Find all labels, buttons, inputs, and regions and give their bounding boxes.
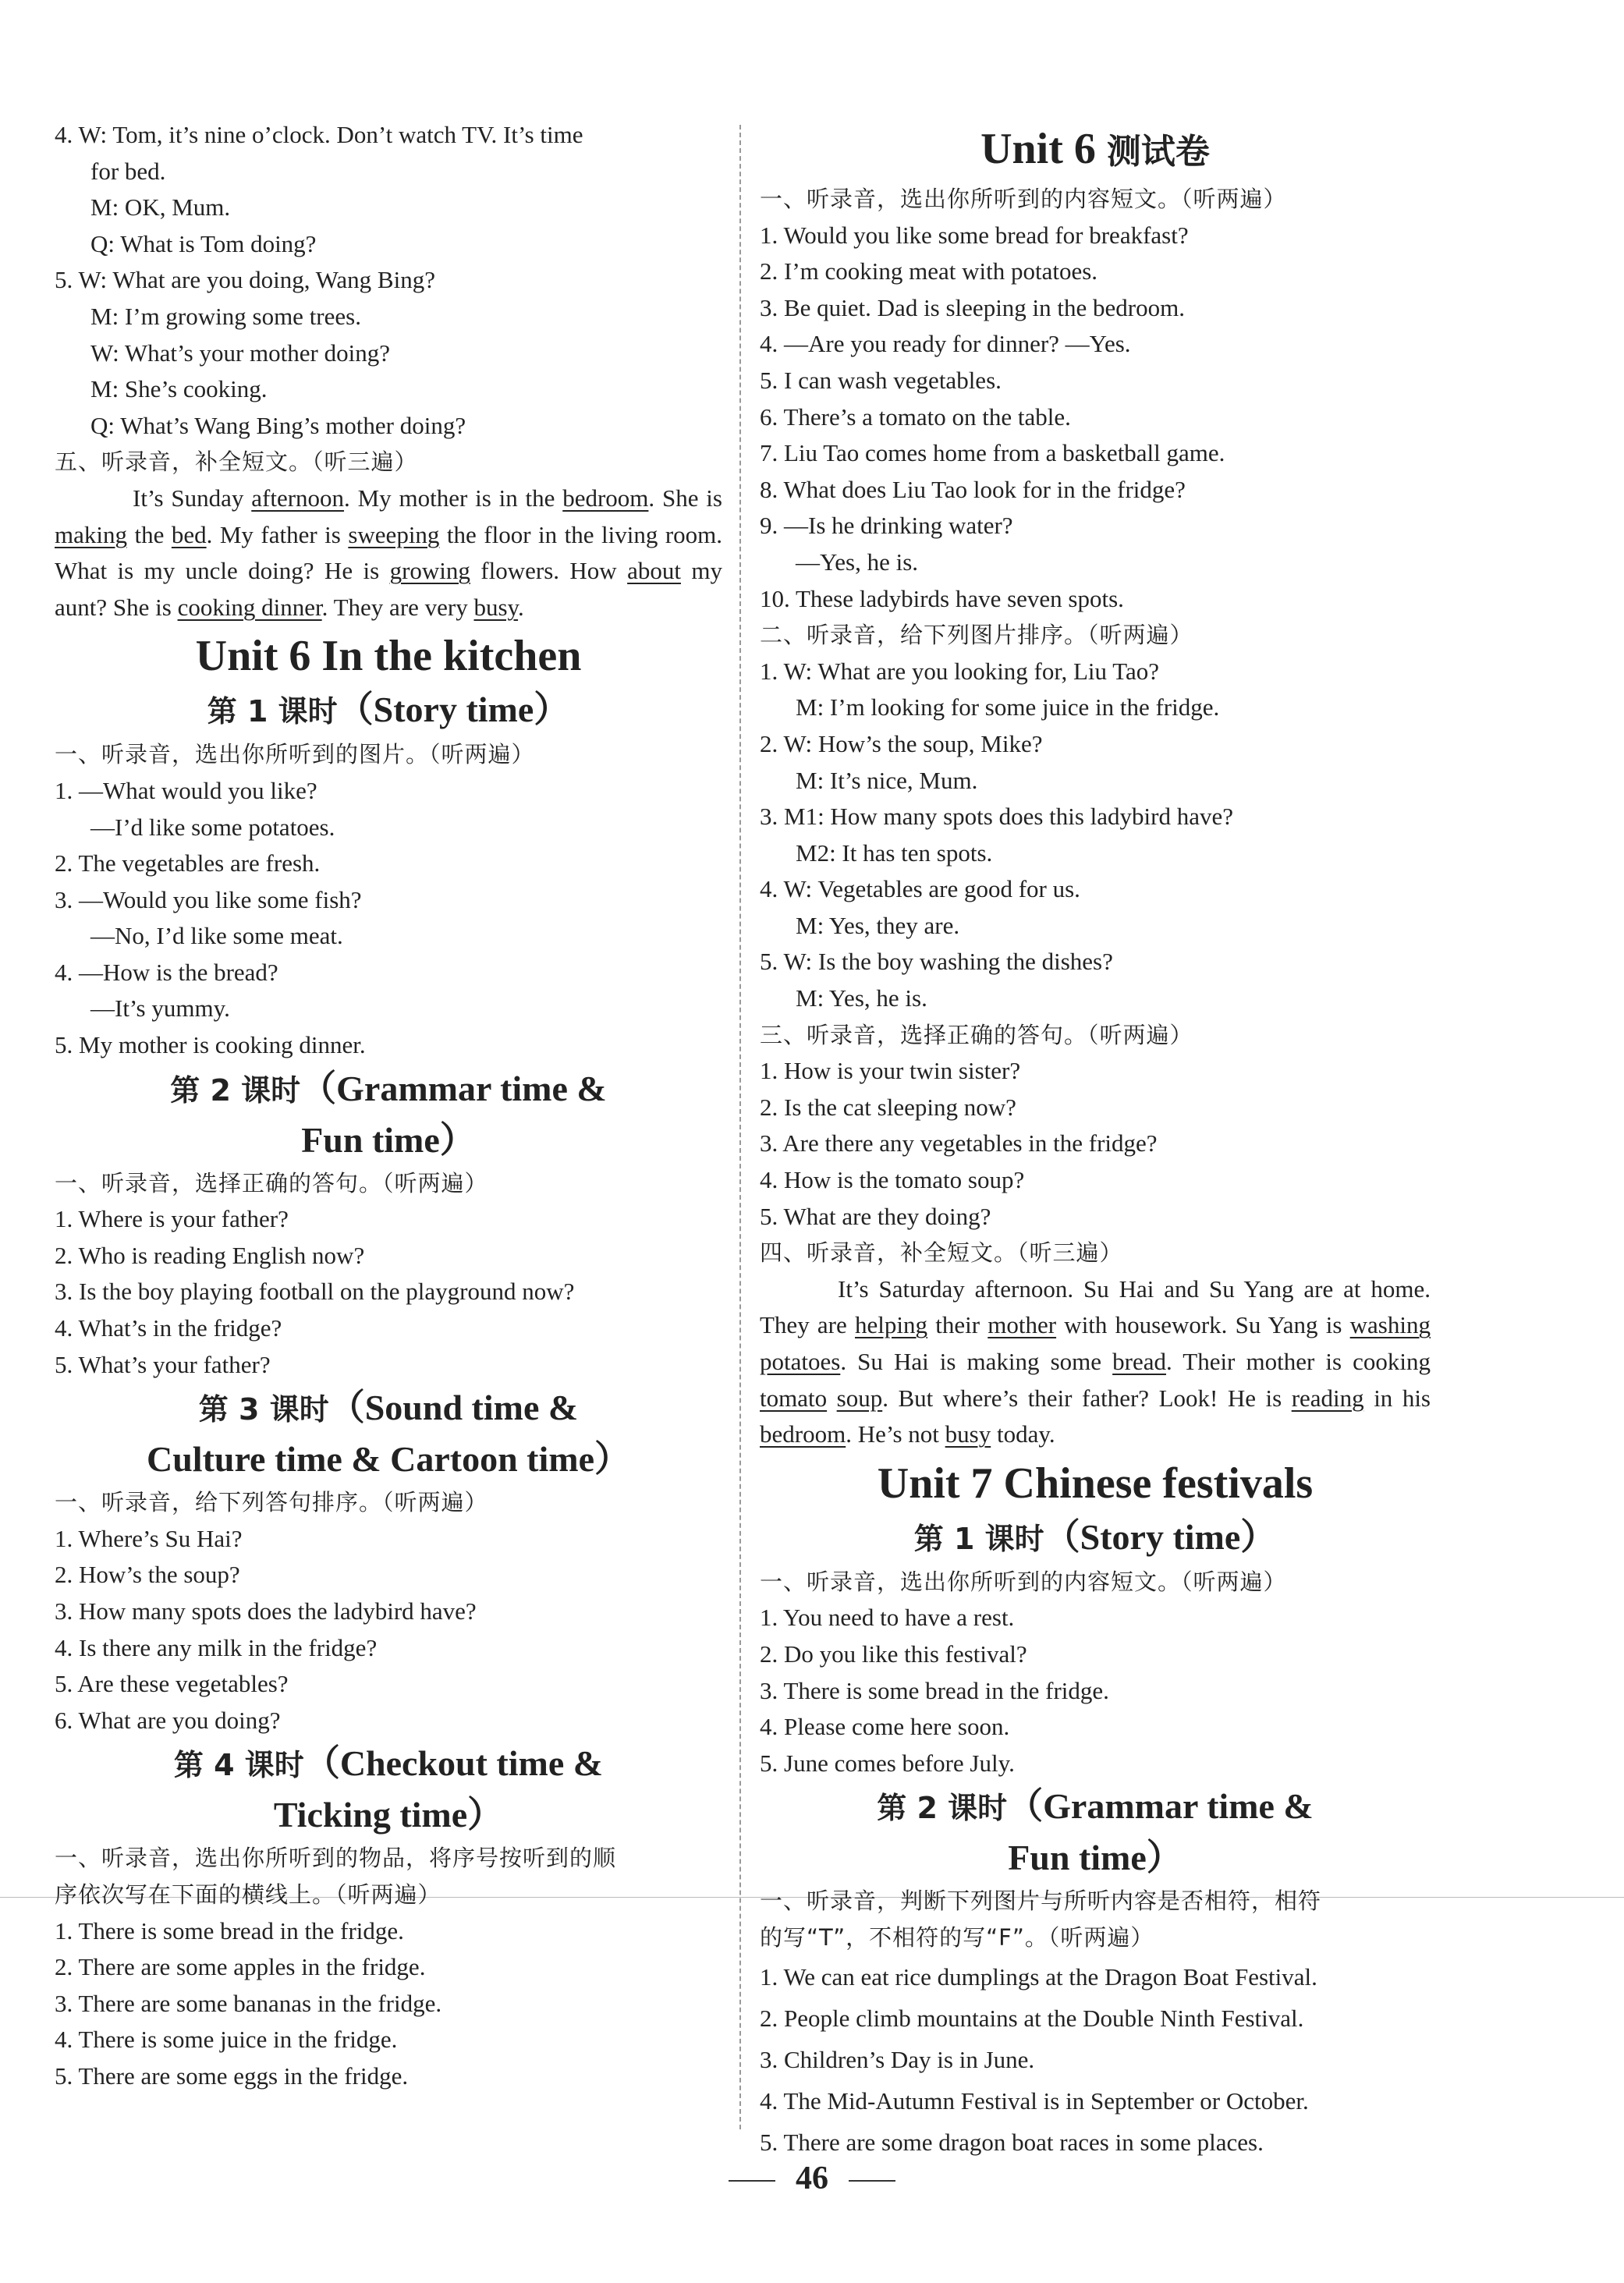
list-item: 2. Do you like this festival? bbox=[760, 1640, 1027, 1668]
lesson-name: （Grammar time & bbox=[300, 1068, 607, 1108]
list-item: —No, I’d like some meat. bbox=[90, 922, 343, 950]
lesson-number: 第 2 课时 bbox=[877, 1791, 1008, 1826]
answer-blank: making bbox=[55, 520, 127, 548]
left-column bbox=[55, 117, 722, 2095]
passage-text: the bbox=[127, 520, 172, 548]
passage-text: flowers. How bbox=[470, 557, 628, 585]
answer-blank: bread bbox=[1112, 1348, 1166, 1375]
list-item: —It’s yummy. bbox=[90, 994, 230, 1023]
text-line: Q: What’s Wang Bing’s mother doing? bbox=[90, 411, 466, 439]
lesson-number: 第 2 课时 bbox=[170, 1072, 301, 1108]
page-number-dash bbox=[729, 2180, 775, 2182]
passage-text: It’s Saturday afternoon. Su Hai and Su Yang are at home. They are bbox=[760, 1274, 1431, 1339]
section-heading: 一、听录音，选出你所听到的图片。（听两遍） bbox=[55, 741, 535, 768]
lesson-title bbox=[760, 1512, 1431, 1564]
passage-text: . bbox=[518, 593, 524, 621]
list-item: 3. Is the boy playing football on the playground now? bbox=[55, 1278, 575, 1306]
list-item: 7. Liu Tao comes home from a basketball game. bbox=[760, 439, 1225, 467]
list-item: 1. You need to have a rest. bbox=[760, 1604, 1015, 1632]
lesson-name: （Grammar time & bbox=[1007, 1786, 1314, 1827]
passage-text: . Their mother is cooking bbox=[1165, 1348, 1431, 1375]
list-item: 5. I can wash vegetables. bbox=[760, 366, 1002, 394]
answer-blank: helping bbox=[855, 1311, 927, 1339]
answer-blank: bedroom bbox=[562, 484, 649, 512]
answer-blank: bedroom bbox=[760, 1420, 846, 1448]
list-item: M2: It has ten spots. bbox=[796, 838, 993, 867]
list-item: 5. What’s your father? bbox=[55, 1350, 271, 1378]
list-item: M: Yes, they are. bbox=[796, 911, 960, 939]
passage-text: the floor in the living room. What is my uncle doing? He is bbox=[55, 520, 723, 585]
answer-blank: soup bbox=[836, 1384, 883, 1412]
section-heading: 一、听录音，给下列答句排序。（听两遍） bbox=[55, 1489, 488, 1516]
passage-text: It’s Sunday bbox=[133, 484, 252, 512]
page-number-text: 46 bbox=[796, 2161, 828, 2196]
list-item: 1. Where is your father? bbox=[55, 1205, 289, 1233]
list-item: 5. My mother is cooking dinner. bbox=[55, 1031, 366, 1059]
lesson-name: （Story time） bbox=[337, 690, 570, 730]
passage-text: . They are very bbox=[321, 593, 474, 621]
lesson-title bbox=[55, 1739, 722, 1790]
list-item: 5. There are some eggs in the fridge. bbox=[55, 2061, 409, 2090]
lesson-number: 第 3 课时 bbox=[198, 1392, 329, 1427]
list-item: 4. W: Vegetables are good for us. bbox=[760, 875, 1080, 903]
answer-blank: washing bbox=[1349, 1311, 1431, 1339]
list-item: 2. Who is reading English now? bbox=[55, 1241, 365, 1269]
passage-text: my aunt? She is bbox=[55, 557, 722, 621]
text-line: for bed. bbox=[90, 157, 166, 185]
lesson-title-cont: Ticking time） bbox=[273, 1795, 504, 1835]
list-item: M: Yes, he is. bbox=[796, 984, 927, 1012]
text-line: M: OK, Mum. bbox=[90, 193, 231, 222]
section-heading-cont: 序依次写在下面的横线上。（听两遍） bbox=[55, 1881, 441, 1908]
section-heading: 一、听录音，选出你所听到的内容短文。（听两遍） bbox=[760, 1568, 1287, 1595]
list-item: 4. —How is the bread? bbox=[55, 958, 278, 986]
answer-blank: about bbox=[627, 557, 681, 585]
passage-text: with housework. Su Yang is bbox=[1056, 1311, 1350, 1339]
list-item: 9. —Is he drinking water? bbox=[760, 512, 1013, 540]
list-item: 8. What does Liu Tao look for in the fridge? bbox=[760, 475, 1186, 503]
lesson-number: 第 1 课时 bbox=[207, 694, 338, 729]
answer-blank: afternoon bbox=[251, 484, 345, 512]
answer-blank: bed bbox=[171, 520, 207, 548]
passage-text: . My father is bbox=[206, 520, 349, 548]
cloze-passage bbox=[55, 480, 722, 626]
list-item: 3. How many spots does the ladybird have? bbox=[55, 1597, 477, 1625]
passage-text: in his bbox=[1363, 1384, 1431, 1412]
list-item: 1. How is your twin sister? bbox=[760, 1057, 1021, 1085]
lesson-name: （Sound time & bbox=[328, 1388, 579, 1428]
text-line: W: What’s your mother doing? bbox=[90, 339, 390, 367]
lesson-title bbox=[760, 1781, 1431, 1833]
list-item: 1. We can eat rice dumplings at the Dragon Boat Festival. bbox=[760, 1962, 1317, 1991]
text-line: Q: What is Tom doing? bbox=[90, 229, 317, 257]
list-item: 3. M1: How many spots does this ladybird have? bbox=[760, 803, 1234, 831]
list-item: M: It’s nice, Mum. bbox=[796, 766, 978, 794]
unit-title: Unit 6 In the kitchen bbox=[195, 632, 582, 681]
list-item: 5. There are some dragon boat races in some places. bbox=[760, 2128, 1264, 2156]
lesson-title-cont: Fun time） bbox=[301, 1119, 476, 1160]
answer-blank: sweeping bbox=[348, 520, 440, 548]
list-item: 1. W: What are you looking for, Liu Tao? bbox=[760, 657, 1159, 685]
passage-text: . Su Hai is making some bbox=[840, 1348, 1113, 1375]
list-item: 1. —What would you like? bbox=[55, 776, 317, 804]
list-item: 4. How is the tomato soup? bbox=[760, 1166, 1025, 1194]
list-item: 3. Are there any vegetables in the fridge? bbox=[760, 1129, 1158, 1157]
lesson-title-cont: Fun time） bbox=[1008, 1838, 1183, 1878]
list-item: 1. There is some bread in the fridge. bbox=[55, 1916, 404, 1944]
list-item: 4. Please come here soon. bbox=[760, 1713, 1010, 1741]
test-label: 测试卷 bbox=[1106, 132, 1210, 172]
lesson-number: 第 1 课时 bbox=[913, 1521, 1044, 1556]
list-item: 6. There’s a tomato on the table. bbox=[760, 402, 1071, 431]
section-heading: 二、听录音，给下列图片排序。（听两遍） bbox=[760, 622, 1193, 649]
test-unit: Unit 6 bbox=[980, 125, 1107, 173]
section-heading: 五、听录音，补全短文。（听三遍） bbox=[55, 448, 418, 476]
answer-blank: busy bbox=[473, 593, 519, 621]
list-item: 2. Is the cat sleeping now? bbox=[760, 1093, 1016, 1121]
list-item: 3. —Would you like some fish? bbox=[55, 885, 362, 913]
test-title bbox=[760, 123, 1431, 178]
list-item: 1. Where’s Su Hai? bbox=[55, 1524, 243, 1552]
cloze-passage bbox=[760, 1271, 1431, 1453]
page-number-dash bbox=[849, 2180, 895, 2182]
answer-blank: mother bbox=[988, 1311, 1057, 1339]
passage-text: . He’s not bbox=[846, 1420, 945, 1448]
passage-text: . She is bbox=[648, 484, 722, 512]
section-heading: 一、听录音，选出你所听到的物品，将序号按听到的顺 bbox=[55, 1845, 617, 1872]
list-item: 2. W: How’s the soup, Mike? bbox=[760, 729, 1043, 757]
column-divider bbox=[739, 125, 741, 2129]
lesson-title bbox=[55, 685, 722, 736]
section-heading: 一、听录音，选择正确的答句。（听两遍） bbox=[55, 1169, 488, 1196]
answer-blank: cooking dinner bbox=[177, 593, 322, 621]
list-item: 3. Children’s Day is in June. bbox=[760, 2045, 1035, 2073]
passage-text: their bbox=[927, 1311, 988, 1339]
right-column bbox=[760, 117, 1431, 2163]
text-line: M: She’s cooking. bbox=[90, 375, 268, 403]
list-item: 4. There is some juice in the fridge. bbox=[55, 2026, 398, 2054]
list-item: 6. What are you doing? bbox=[55, 1706, 281, 1734]
list-item: 3. Be quiet. Dad is sleeping in the bedroom. bbox=[760, 293, 1185, 321]
section-heading-cont: 的写“T”，不相符的写“F”。（听两遍） bbox=[760, 1923, 1154, 1951]
passage-text bbox=[827, 1384, 837, 1412]
list-item: —I’d like some potatoes. bbox=[90, 813, 335, 841]
lesson-title bbox=[55, 1064, 722, 1115]
passage-text: . My mother is in the bbox=[344, 484, 563, 512]
lesson-number: 第 4 课时 bbox=[173, 1748, 304, 1783]
section-heading: 一、听录音，选出你所听到的内容短文。（听两遍） bbox=[760, 186, 1287, 212]
list-item: —Yes, he is. bbox=[796, 548, 919, 576]
section-heading: 四、听录音，补全短文。（听三遍） bbox=[760, 1239, 1123, 1267]
text-line: 5. W: What are you doing, Wang Bing? bbox=[55, 266, 435, 294]
lesson-title-cont: Culture time & Cartoon time） bbox=[146, 1439, 630, 1480]
answer-blank: potatoes bbox=[760, 1348, 841, 1375]
list-item: 4. —Are you ready for dinner? —Yes. bbox=[760, 330, 1131, 358]
list-item: 4. What’s in the fridge? bbox=[55, 1314, 282, 1342]
answer-blank: busy bbox=[945, 1420, 991, 1448]
list-item: 5. W: Is the boy washing the dishes? bbox=[760, 948, 1113, 976]
page-number bbox=[0, 2161, 1624, 2197]
list-item: 10. These ladybirds have seven spots. bbox=[760, 584, 1124, 612]
text-line: M: I’m growing some trees. bbox=[90, 302, 361, 330]
lesson-title bbox=[55, 1383, 722, 1434]
list-item: 1. Would you like some bread for breakfast? bbox=[760, 221, 1189, 249]
answer-blank: tomato bbox=[760, 1384, 828, 1412]
text-line: 4. W: Tom, it’s nine o’clock. Don’t watch TV. It’s time bbox=[55, 121, 583, 148]
answer-blank: growing bbox=[389, 557, 470, 585]
passage-text: today. bbox=[991, 1420, 1055, 1448]
lesson-name: （Checkout time & bbox=[303, 1743, 604, 1784]
section-heading: 三、听录音，选择正确的答句。（听两遍） bbox=[760, 1021, 1193, 1048]
list-item: 5. What are they doing? bbox=[760, 1202, 991, 1230]
list-item: 4. Is there any milk in the fridge? bbox=[55, 1633, 378, 1661]
list-item: M: I’m looking for some juice in the fridge. bbox=[796, 693, 1220, 721]
list-item: 3. There is some bread in the fridge. bbox=[760, 1676, 1109, 1704]
unit-title: Unit 7 Chinese festivals bbox=[877, 1459, 1314, 1508]
list-item: 2. People climb mountains at the Double Ninth Festival. bbox=[760, 2004, 1304, 2032]
list-item: 2. I’m cooking meat with potatoes. bbox=[760, 257, 1098, 285]
answer-blank: reading bbox=[1291, 1384, 1364, 1412]
list-item: 5. Are these vegetables? bbox=[55, 1670, 289, 1698]
list-item: 2. The vegetables are fresh. bbox=[55, 849, 321, 877]
lesson-name: （Story time） bbox=[1044, 1516, 1277, 1557]
list-item: 4. The Mid-Autumn Festival is in September or October. bbox=[760, 2086, 1309, 2115]
list-item: 2. How’s the soup? bbox=[55, 1561, 240, 1589]
list-item: 2. There are some apples in the fridge. bbox=[55, 1953, 426, 1981]
section-heading: 一、听录音，判断下列图片与所听内容是否相符，相符 bbox=[760, 1888, 1322, 1915]
passage-text: . But where’s their father? Look! He is bbox=[882, 1384, 1292, 1412]
list-item: 3. There are some bananas in the fridge. bbox=[55, 1989, 442, 2017]
list-item: 5. June comes before July. bbox=[760, 1749, 1015, 1777]
